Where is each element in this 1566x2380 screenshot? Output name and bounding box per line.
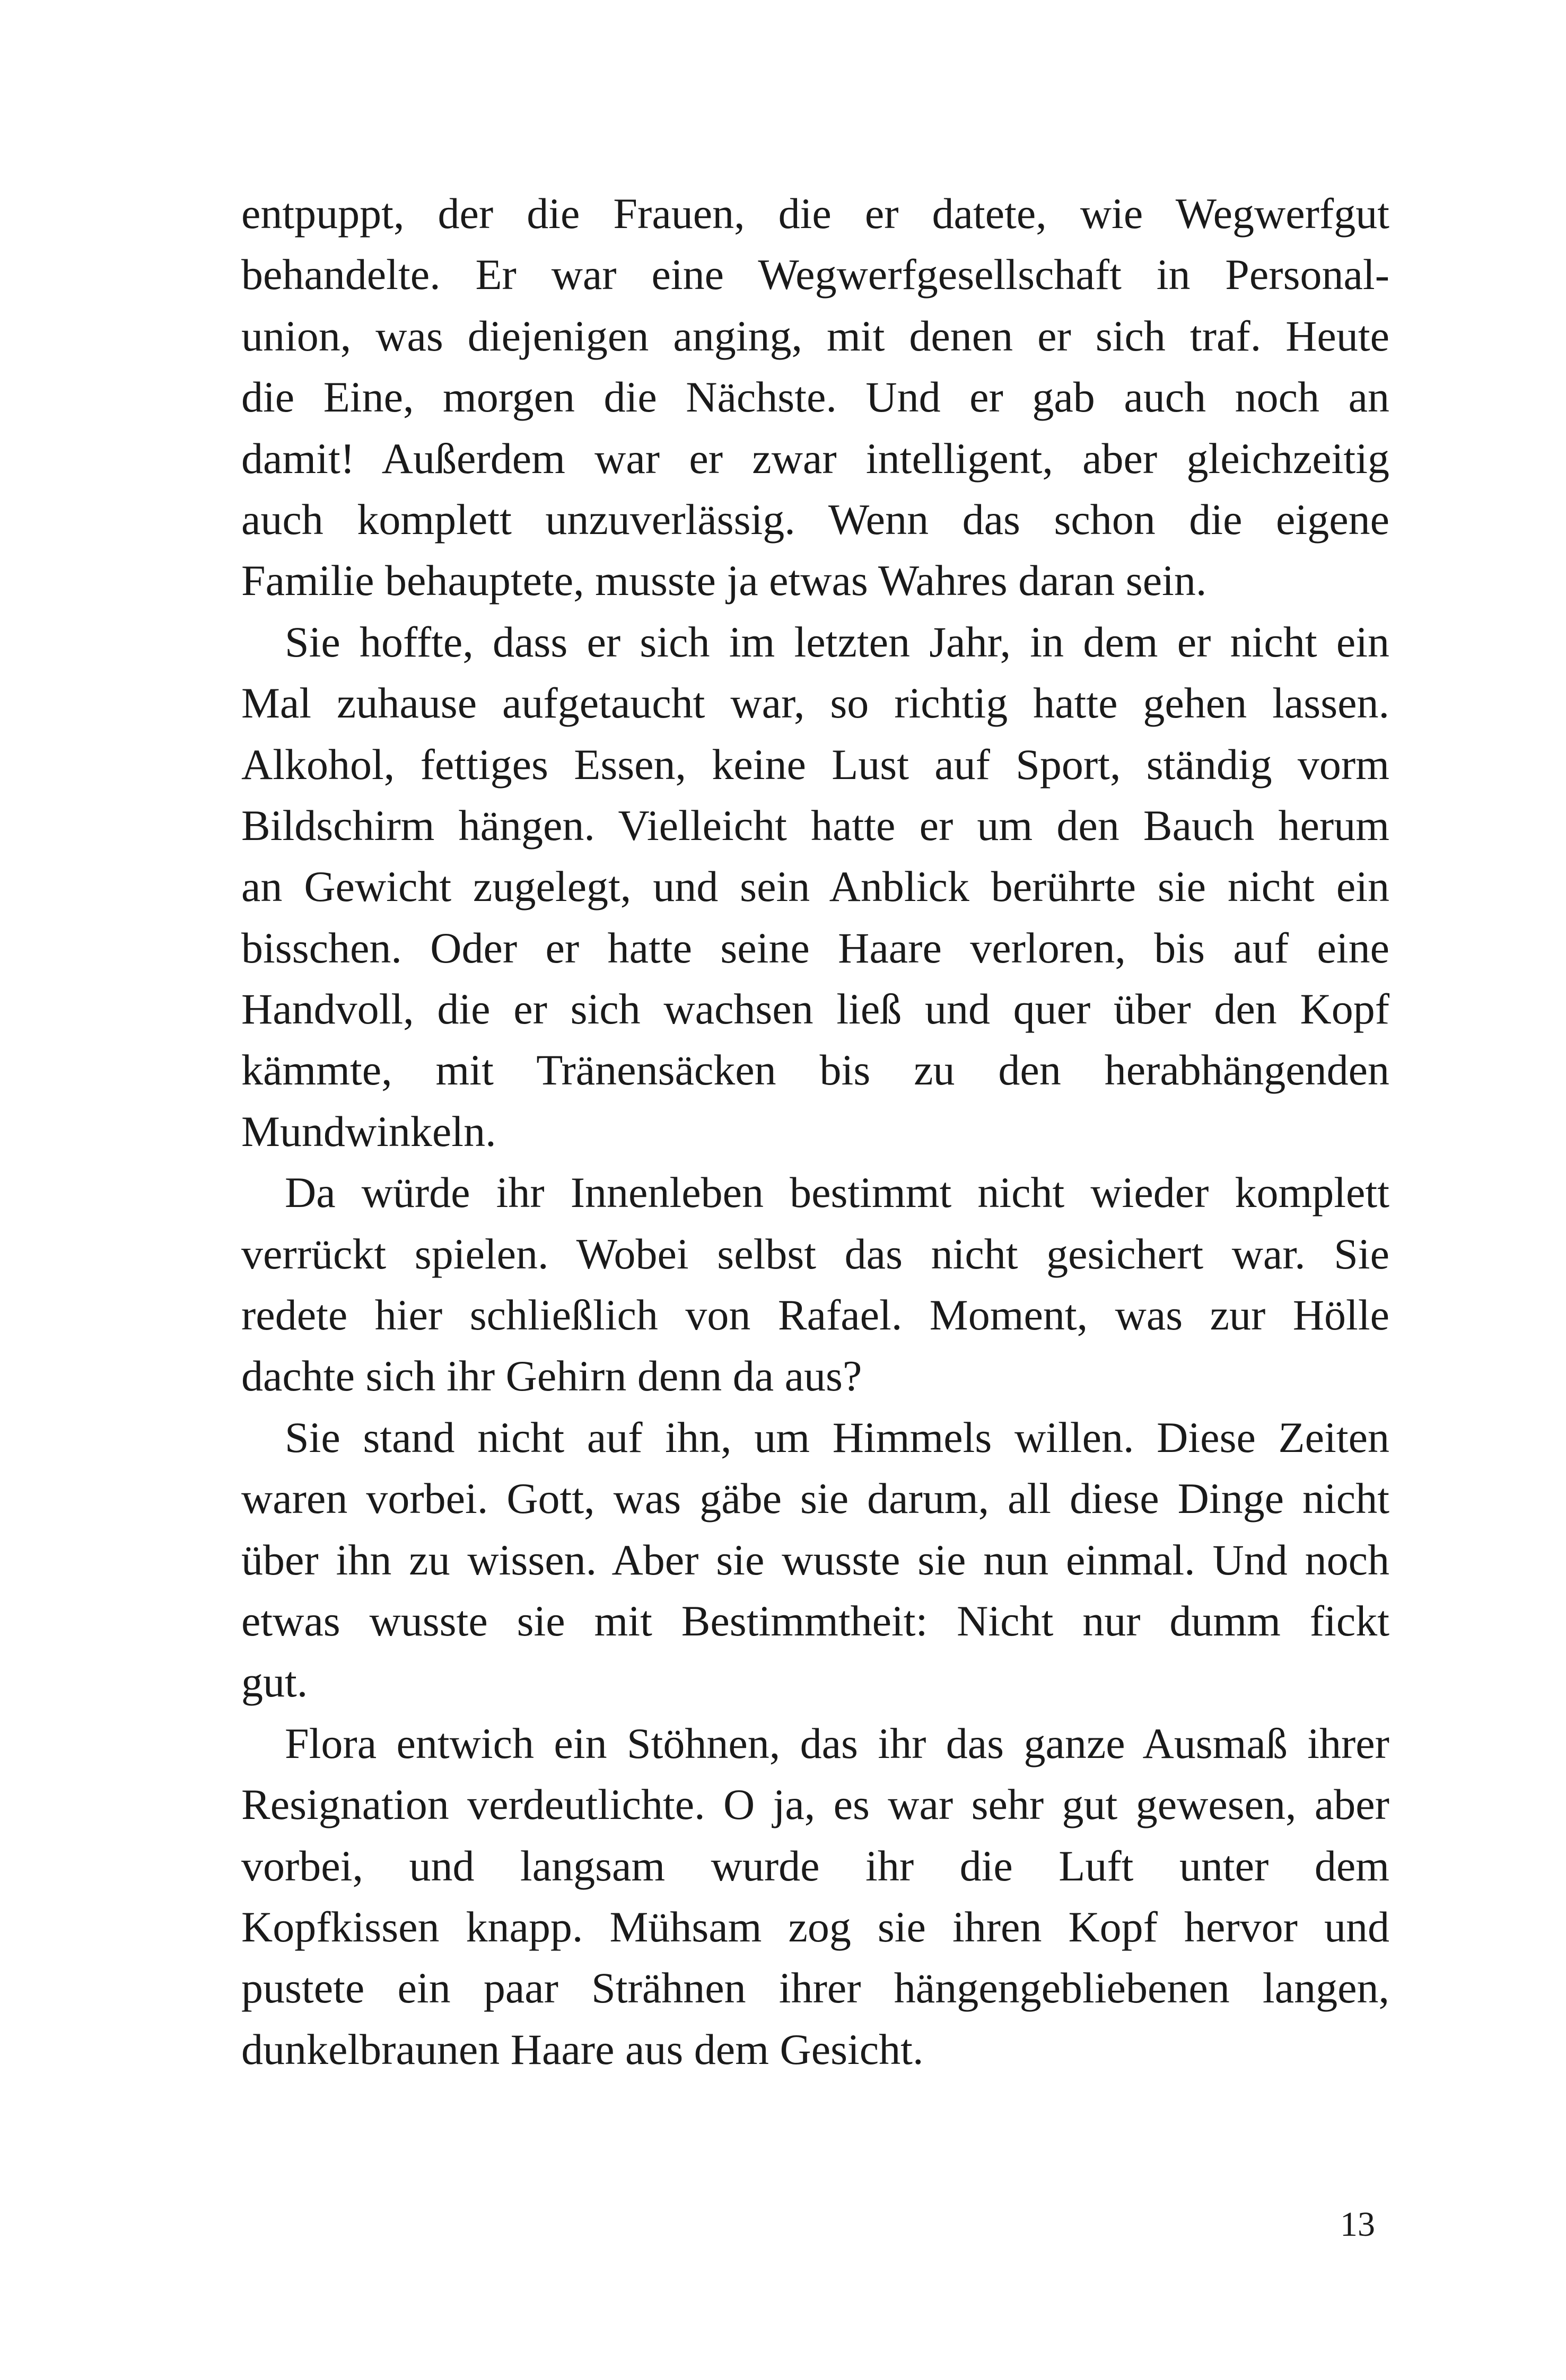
text-line: redete hier schließlich von Rafael. Moment, was zur Hölle [241, 1291, 1389, 1340]
text-line: Bildschirm hängen. Vielleicht hatte er um den Bauch herum [241, 801, 1389, 850]
text-line: Familie behauptete, musste ja etwas Wahres daran sein. [241, 556, 1207, 605]
paragraph [241, 183, 1389, 611]
text-line: Flora entwich ein Stöhnen, das ihr das ganze Ausmaß ihrer [285, 1719, 1389, 1768]
text-line: bisschen. Oder er hatte seine Haare verloren, bis auf eine [241, 923, 1389, 972]
text-line: entpuppt, der die Frauen, die er datete, wie Wegwerfgut [241, 189, 1389, 238]
text-line: vorbei, und langsam wurde ihr die Luft unter dem [241, 1841, 1389, 1890]
text-line: Da würde ihr Innenleben bestimmt nicht wieder komplett [285, 1168, 1389, 1217]
text-line: Resignation verdeutlichte. O ja, es war sehr gut gewesen, aber [241, 1780, 1389, 1829]
text-line: an Gewicht zugelegt, und sein Anblick berührte sie nicht ein [241, 862, 1389, 911]
paragraph [241, 611, 1389, 1162]
text-line: verrückt spielen. Wobei selbst das nicht gesichert war. Sie [241, 1229, 1389, 1278]
text-line: dunkelbraunen Haare aus dem Gesicht. [241, 2025, 924, 2073]
text-line: dachte sich ihr Gehirn denn da aus? [241, 1352, 862, 1401]
text-line: behandelte. Er war eine Wegwerfgesellschaft in Personal- [241, 250, 1389, 299]
text-line: waren vorbei. Gott, was gäbe sie darum, all diese Dinge nicht [241, 1474, 1389, 1523]
paragraph [241, 1162, 1389, 1407]
text-line: Kopfkissen knapp. Mühsam zog sie ihren Kopf hervor und [241, 1902, 1389, 1951]
text-line: etwas wusste sie mit Bestimmtheit: Nicht nur dumm fickt [241, 1596, 1389, 1645]
text-line: Alkohol, fettiges Essen, keine Lust auf Sport, ständig vorm [241, 740, 1389, 789]
paragraph [241, 1407, 1389, 1713]
text-line: Sie stand nicht auf ihn, um Himmels willen. Diese Zeiten [285, 1413, 1389, 1462]
text-line: Sie hoffte, dass er sich im letzten Jahr, in dem er nicht ein [285, 617, 1389, 666]
text-line: auch komplett unzuverlässig. Wenn das schon die eigene [241, 495, 1389, 544]
text-line: pustete ein paar Strähnen ihrer hängengebliebenen langen, [241, 1964, 1389, 2012]
text-line: über ihn zu wissen. Aber sie wusste sie nun einmal. Und noch [241, 1535, 1389, 1584]
text-line: damit! Außerdem war er zwar intelligent, aber gleichzeitig [241, 434, 1389, 483]
body-text [241, 183, 1389, 2080]
paragraph [241, 1713, 1389, 2080]
text-line: gut. [241, 1658, 308, 1707]
page-number: 13 [1340, 2205, 1375, 2244]
text-line: union, was diejenigen anging, mit denen er sich traf. Heute [241, 311, 1389, 360]
text-line: Mundwinkeln. [241, 1107, 496, 1156]
text-line: Handvoll, die er sich wachsen ließ und quer über den Kopf [241, 985, 1389, 1034]
text-line: Mal zuhause aufgetaucht war, so richtig hatte gehen lassen. [241, 679, 1389, 728]
text-line: kämmte, mit Tränensäcken bis zu den herabhängenden [241, 1046, 1389, 1095]
text-line: die Eine, morgen die Nächste. Und er gab auch noch an [241, 373, 1389, 422]
